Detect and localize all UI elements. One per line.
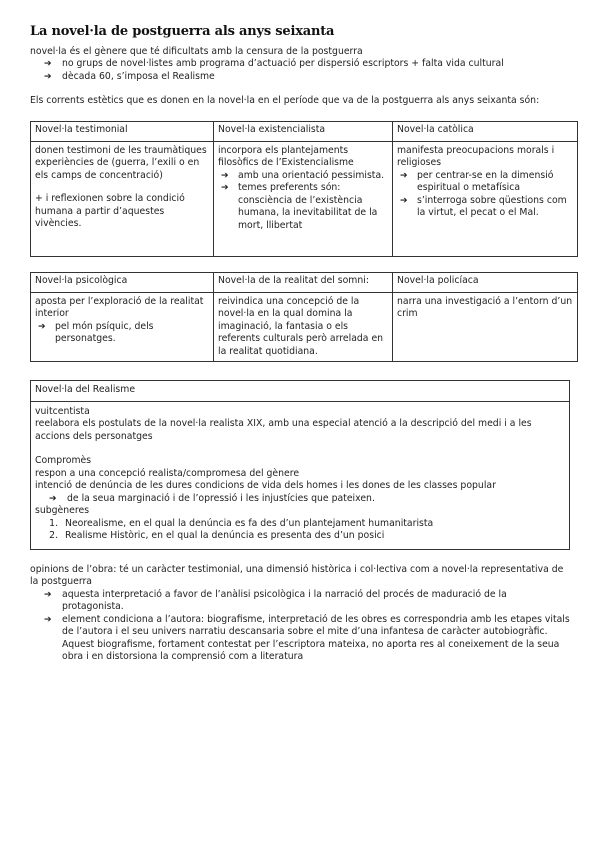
cell-psicologica: aposta per l’exploració de la realitat interior ➔ pel món psíquic, dels personatges. [31, 292, 214, 362]
page-title: La novel·la de postguerra als anys seixanta [30, 24, 335, 39]
list-item: ➔ per centrar-se en la dimensió espiritual o metafísica [397, 170, 573, 195]
list-item: ➔ pel món psíquic, dels personatges. [35, 321, 209, 346]
cell-policiaca: narra una investigació a l’entorn d’un crim [393, 292, 578, 362]
list-item: 2. Realisme Històric, en el qual la denúncia es presenta des d’un posici [61, 530, 565, 543]
list-item: ➔ amb una orientació pessimista. [218, 170, 388, 183]
realisme-header: Novel·la del Realisme [31, 381, 569, 402]
list-item: ➔ de la seua marginació i de l’opressió i les injustícies que pateixen. [43, 493, 565, 506]
document-page [30, 24, 573, 664]
header-somni: Novel·la de la realitat del somni: [214, 272, 393, 292]
subgeneres-list [35, 518, 565, 543]
list-item: ➔ temes preferents són: consciència de l’existència humana, la inevitabilitat de la mort, llibertat [218, 182, 388, 232]
header-psicologica: Novel·la psicològica [31, 272, 214, 292]
cell-existencialista: incorpora els plantejaments filosòfics de l’Existencialisme ➔ amb una orientació pessimista. ➔ temes preferents són: consciència de l’existència humana, la inevitabilitat de la mort, llibertat [214, 141, 393, 256]
list-item: ➔ s’interroga sobre qüestions com la virtut, el pecat o el Mal. [397, 195, 573, 220]
cell-catolica: manifesta preocupacions morals i religioses ➔ per centrar-se en la dimensió espiritual o metafísica ➔ s’interroga sobre qüestions com la virtut, el pecat o el Mal. [393, 141, 578, 256]
cell-testimonial: donen testimoni de les traumàtiques experiències de (guerra, l’exili o en els camps de concentració) + i reflexionen sobre la condició humana a partir d’aquestes vivències. [31, 141, 214, 256]
list-item: ➔ aquesta interpretació a favor de l’anàlisi psicològica i la narració del procés de maduració de la protagonista. [38, 589, 570, 614]
currents-intro: Els corrents estètics que es donen en la novel·la en el període que va de la postguerra als anys seixanta són: [30, 95, 540, 106]
header-policiaca: Novel·la policíaca [393, 272, 578, 292]
opinions-list [30, 589, 570, 664]
realisme-box [30, 380, 570, 550]
opinions-text: opinions de l’obra: té un caràcter testimonial, una dimensió històrica i col·lectiva com a novel·la representativa de la postguerra [30, 563, 564, 587]
intro-list [30, 58, 570, 83]
cell-somni: reivindica una concepció de la novel·la en la qual domina la imaginació, la fantasia o els referents culturals però arrelada en la realitat quotidiana. [214, 292, 393, 362]
currents-table-1 [30, 121, 578, 257]
list-item: 1. Neorealisme, en el qual la denúncia es fa des d’un plantejament humanitarista [61, 518, 565, 531]
header-testimonial: Novel·la testimonial [31, 121, 214, 141]
realisme-body: vuitcentista reelabora els postulats de la novel·la realista XIX, amb una especial atenció a la descripció del medi i a les accions dels personatges Compromès respon a una concepció realista/compromesa del gènere intenció de denúncia de les dures condicions de vida dels homes i les dones de les classes popular ➔ de la seua marginació i de l’opressió i les injustícies que pateixen. subgèneres 1. Neorealisme, en el qual la denúncia es fa des d’un plantejament humanitarista 2. Realisme Històric, en el qual la denúncia es presenta des d’un posici [31, 402, 569, 549]
list-item: ➔ dècada 60, s’imposa el Realisme [38, 71, 570, 84]
header-catolica: Novel·la catòlica [393, 121, 578, 141]
intro-line: novel·la és el gènere que té dificultats amb la censura de la postguerra [30, 45, 363, 57]
header-existencialista: Novel·la existencialista [214, 121, 393, 141]
list-item: ➔ element condiciona a l’autora: biografisme, interpretació de les obres es correspondria amb les etapes vitals de l’autora i el seu univers narratiu descansaria sobre el mite d’una infantesa de caràcter autobiogràfic. Aquest biografisme, fortament contestat per l’escriptora mateixa, no aporta res al coneixement de la seua obra i en distorsiona la comprensió com a literatura [38, 614, 570, 664]
list-item: ➔ no grups de novel·listes amb programa d’actuació per dispersió escriptors + falta vida cultural [38, 58, 570, 71]
currents-table-2 [30, 272, 578, 363]
